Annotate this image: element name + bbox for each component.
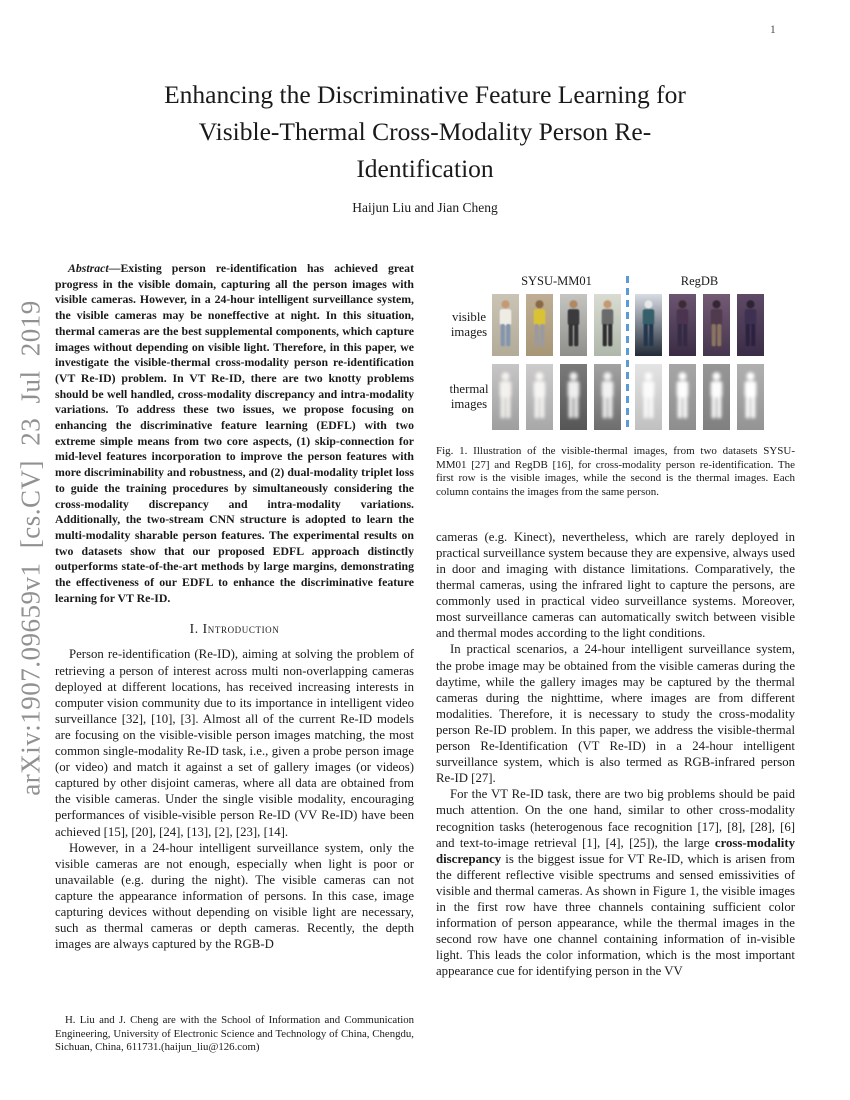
abstract — [55, 261, 414, 606]
section-heading-introduction: I. Introduction — [189, 621, 280, 637]
abstract-lead: Abstract — [68, 261, 109, 275]
dataset-label-sysu: SYSU-MM01 — [521, 274, 592, 288]
p3-bold-phrase: cross-modality discrepancy — [436, 835, 795, 866]
person-image-visible — [560, 294, 587, 356]
p3-before: For the VT Re-ID task, there are two big problems should be paid much attention. On the one hand, similar to other cross-modality recognition tasks (heterogenous face recognition [17], [8], [28], [6] and text-to-image retrieval [1], [4], [25]), the large — [436, 787, 795, 850]
person-image-thermal — [594, 364, 621, 430]
visible-tiles-sysu — [492, 294, 621, 356]
person-image-visible — [703, 294, 730, 356]
col2-paragraph-1: cameras (e.g. Kinect), nevertheless, which are rarely deployed in practical surveillance system because they are expensive, always used in door and imaging with distance limitations. Comparatively, the thermal cameras, using the infrared light to capture the persons, are commonly used in practical video surveillance systems. Moreover, most surveillance cameras can automatically switch between visible and thermal modes according to the light conditions. — [436, 529, 795, 641]
person-image-thermal — [560, 364, 587, 430]
thermal-tiles-sysu — [492, 364, 621, 430]
two-column-body — [55, 253, 795, 1065]
person-image-thermal — [703, 364, 730, 430]
col2-paragraph-2: In practical scenarios, a 24-hour intelligent surveillance system, the probe image may be obtained from the visible cameras during the daytime, while the gallery images may be captured by the thermal cameras during the nighttime, where images are from different modalities. Therefore, it is necessary to study the cross-modality person Re-ID problem. In this paper, we address the visible-thermal person Re-Identification (VT Re-ID) in a 24-hour intelligent surveillance system, which is also termed as RGB-infrared person Re-ID [27]. — [436, 642, 795, 786]
person-image-visible — [492, 294, 519, 356]
left-column — [55, 253, 414, 1065]
person-image-visible — [737, 294, 764, 356]
intro-paragraph-2: However, in a 24-hour intelligent surveillance system, only the visible cameras are not enough, especially when light is poor or unavailable (e.g. during the night). The visible cameras can not capture the appearance information of persons. In this case, image capturing devices without depending on visible light are necessary, such as thermal cameras or depth cameras. Recently, the depth images are always captured by the RGB-D — [55, 840, 414, 952]
paper-title — [0, 76, 850, 187]
dataset-label-regdb: RegDB — [680, 274, 719, 288]
author-footnote: H. Liu and J. Cheng are with the School of Information and Communication Engineering, University of Electronic Science and Technology of China, Chengdu, Sichuan, China, 611731.(haijun_liu@126.com) — [55, 1014, 414, 1054]
dataset-divider-line — [626, 276, 629, 430]
person-image-visible — [635, 294, 662, 356]
figure-1 — [446, 274, 764, 430]
page-number: 1 — [770, 24, 776, 36]
right-column — [436, 253, 795, 1065]
figure-1-caption: Fig. 1. Illustration of the visible-thermal images, from two datasets SYSU-MM01 [27] and RegDB [16], for cross-modality person re-identification. The first row is the visible images, while the second is the thermal images. Each column contains the images from the same person. — [436, 445, 795, 499]
header-spacer — [446, 274, 492, 289]
abstract-text: —Existing person re-identification has achieved great progress in the visible domain, capturing all the person images with visible cameras. However, in a 24-hour intelligent surveillance system, the visible cameras may be noneffective at night. In this situation, thermal cameras are the best supplemental components, which capture images without depending on visible light. Therefore, in this paper, we investigate the visible-thermal cross-modality person re-identification (VT Re-ID) problem. In VT Re-ID, there are two knotty problems should be well handled, cross-modality discrepancy and intra-modality variations. To address these two issues, we propose focusing on enhancing the discriminative feature learning (EDFL) with two extreme simple means from two core aspects, (1) skip-connection for mid-level features incorporation to improve the person features with more discriminability and robustness, and (2) dual-modality triplet loss to guide the training procedures by simultaneously considering the cross-modality discrepancy and intra-modality variations. Additionally, the two-stream CNN structure is adopted to learn the multi-modality sharable person features. The experimental results on two datasets show that our proposed EDFL approach distinctly outperforms state-of-the-art methods by large margins, demonstrating the effectiveness of our EDFL to enhance the discriminative feature learning for VT Re-ID. — [55, 261, 414, 605]
thermal-tiles-regdb — [635, 364, 764, 430]
p3-after: is the biggest issue for VT Re-ID, which is arisen from the different reflective visible spectrums and sensed emissivities of visible and thermal cameras. As shown in Figure 1, the visible images in the first row have three channels containing sufficient color information of person appearance, while the thermal images in the second row have one channel containing information of in-visible light. This leads the color information, which is the most important appearance cue for identifying person in the VV — [436, 851, 795, 979]
arxiv-watermark: arXiv:1907.09659v1 [cs.CV] 23 Jul 2019 — [15, 300, 46, 796]
person-image-visible — [526, 294, 553, 356]
person-image-thermal — [635, 364, 662, 430]
person-image-thermal — [669, 364, 696, 430]
person-image-thermal — [526, 364, 553, 430]
figure-row-visible — [446, 294, 764, 356]
person-image-thermal — [492, 364, 519, 430]
person-image-visible — [669, 294, 696, 356]
person-image-thermal — [737, 364, 764, 430]
paper-authors: Haijun Liu and Jian Cheng — [352, 200, 498, 215]
paper-title-text: Enhancing the Discriminative Feature Learning for Visible-Thermal Cross-Modality Person Re-Identification — [164, 80, 686, 183]
figure-row-thermal — [446, 364, 764, 430]
col2-paragraph-3 — [436, 786, 795, 979]
row-label-thermal: thermal images — [449, 382, 489, 411]
figure-dataset-headers — [446, 274, 764, 289]
row-label-visible: visible images — [450, 310, 488, 339]
visible-tiles-regdb — [635, 294, 764, 356]
intro-paragraph-1: Person re-identification (Re-ID), aiming at solving the problem of retrieving a person of interest across multi non-overlapping cameras deployed at different locations, has received increasing interests in computer vision community due to its importance in intelligent video surveillance [32], [10], [3]. Almost all of the current Re-ID models are focusing on the visible-visible person images matching, the most common single-modality Re-ID task, i.e., given a probe person image (or video) and match it against a set of gallery images (or videos) captured by other disjoint cameras, where all data are obtained from the visible cameras. Under the single visible modality, encouraging performances of visible-visible person Re-ID (VV Re-ID) have been achieved [15], [20], [24], [13], [2], [23], [14]. — [55, 647, 414, 839]
person-image-visible — [594, 294, 621, 356]
